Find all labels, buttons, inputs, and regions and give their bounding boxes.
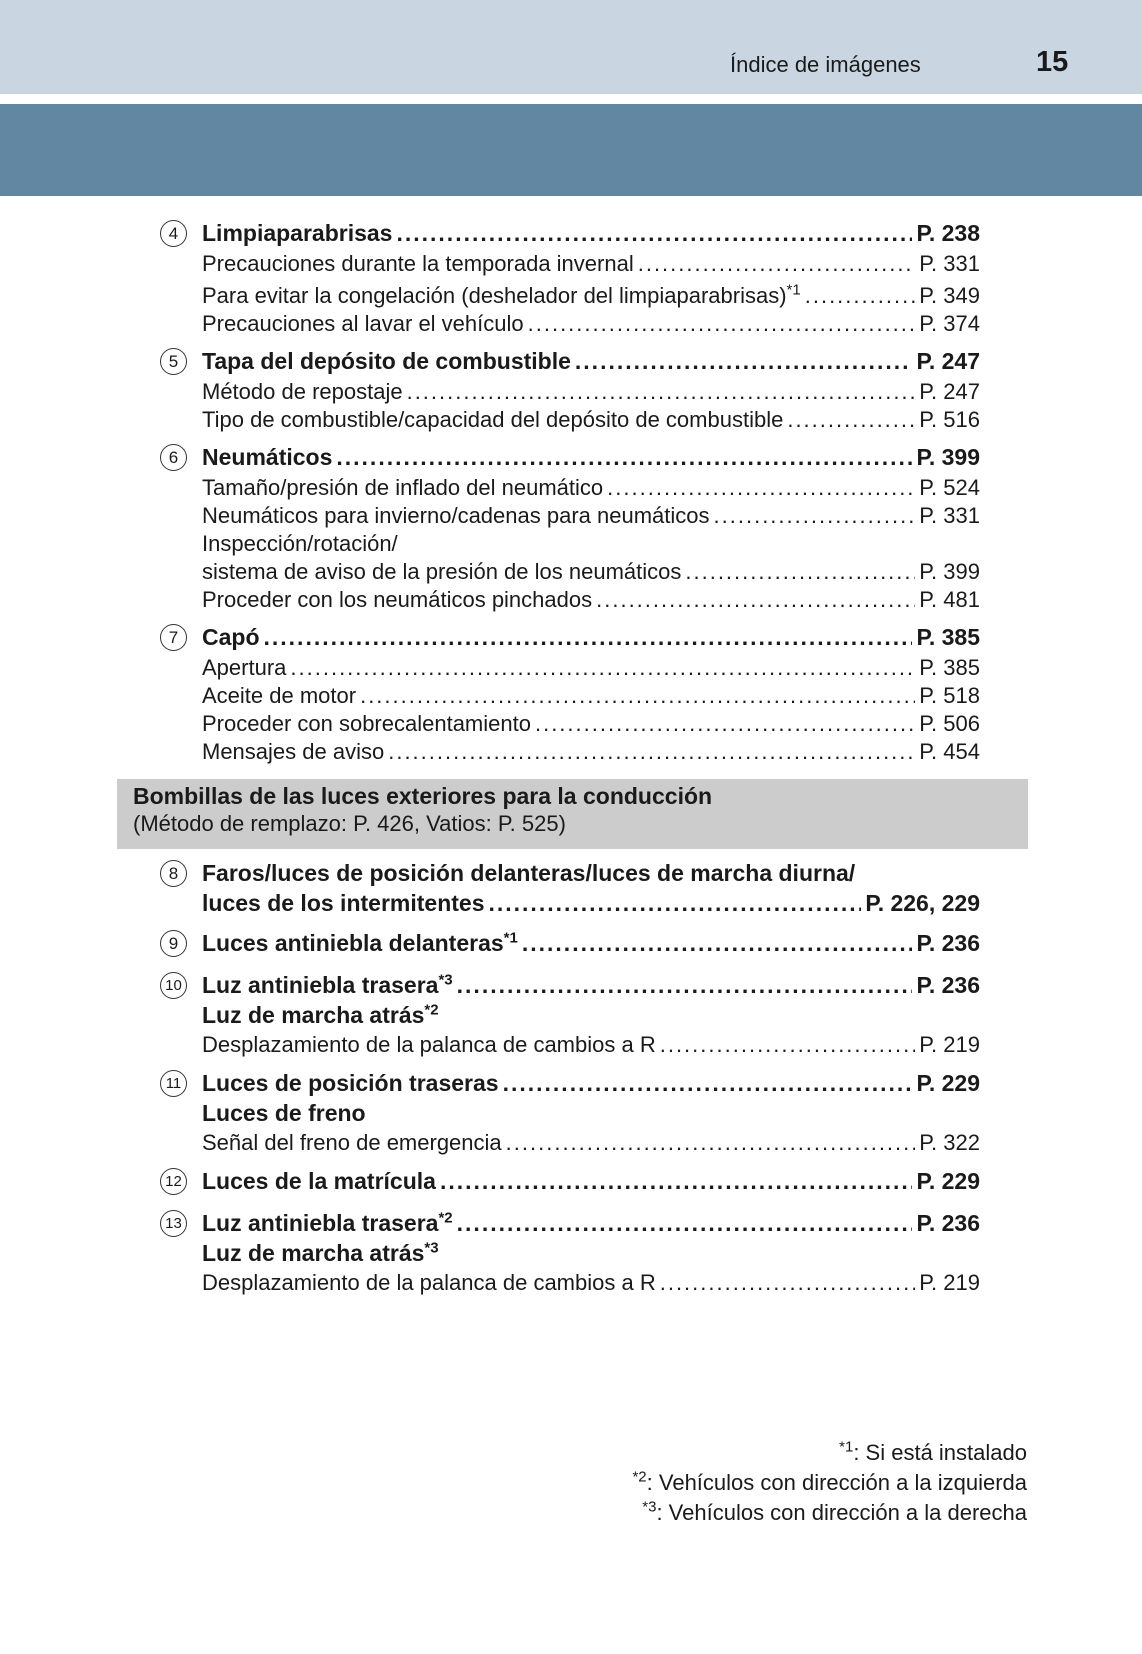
subentry-title: Desplazamiento de la palanca de cambios a R xyxy=(202,1270,656,1295)
toc-entry[interactable] xyxy=(202,440,980,474)
toc-group-10 xyxy=(165,970,980,1060)
toc-entry-line xyxy=(202,858,980,888)
subentry-title: Aceite de motor xyxy=(202,683,357,708)
entry-title: luces de los intermitentes xyxy=(202,890,485,916)
footnote-mark: *1 xyxy=(786,281,801,299)
entry-title: Tapa del depósito de combustible xyxy=(202,348,571,374)
footnote-text: : Si está instalado xyxy=(853,1440,1027,1465)
entry-page: P. 226, 229 xyxy=(865,890,980,916)
number-5-badge: 5 xyxy=(160,348,187,375)
subentry-page: P. 349 xyxy=(919,283,980,308)
entry-page: P. 399 xyxy=(916,444,980,470)
entry-page: P. 236 xyxy=(916,1210,980,1236)
toc-entry[interactable] xyxy=(202,620,980,654)
toc-subentry[interactable] xyxy=(202,502,980,530)
footnote-mark: *3 xyxy=(642,1498,657,1516)
toc-group-11 xyxy=(165,1068,980,1158)
toc-bottom xyxy=(165,858,980,1298)
toc-entry[interactable] xyxy=(202,1208,980,1238)
toc-subentry[interactable] xyxy=(202,1128,980,1158)
subentry-page: P. 518 xyxy=(919,683,980,708)
toc-subentry[interactable] xyxy=(202,738,980,766)
number-9-badge: 9 xyxy=(160,930,187,957)
leader-dots xyxy=(407,378,916,406)
blue-band xyxy=(0,104,1142,196)
toc-group-9 xyxy=(168,928,980,958)
toc-subentry[interactable] xyxy=(202,1030,980,1060)
subentry-page: P. 385 xyxy=(919,655,980,680)
subentry-title: Inspección/rotación/ xyxy=(202,531,398,556)
subentry-page: P. 331 xyxy=(919,251,980,276)
subentry-page: P. 247 xyxy=(919,379,980,404)
toc-entry-line xyxy=(202,1238,980,1268)
entry-title: Luces de freno xyxy=(202,1100,366,1126)
leader-dots xyxy=(638,250,916,278)
leader-dots xyxy=(660,1268,916,1298)
subentry-page: P. 516 xyxy=(919,407,980,432)
number-13-badge: 13 xyxy=(160,1210,187,1237)
toc-entry[interactable] xyxy=(202,888,980,918)
footnotes xyxy=(632,1438,1027,1528)
subentry-title: Tipo de combustible/capacidad del depósito de combustible xyxy=(202,407,784,432)
header-band xyxy=(0,0,1142,94)
toc-subentry[interactable] xyxy=(202,654,980,682)
leader-dots xyxy=(336,440,912,474)
entry-page: P. 385 xyxy=(916,624,980,650)
header-gap xyxy=(0,94,1142,104)
toc-subentry[interactable] xyxy=(202,310,980,338)
footnote-mark: *2 xyxy=(438,1209,453,1227)
toc-subentry[interactable] xyxy=(202,1268,980,1298)
number-10-badge: 10 xyxy=(160,972,187,999)
toc-group-5 xyxy=(168,344,980,434)
toc-group-4 xyxy=(168,216,980,338)
entry-title: Luces de posición traseras xyxy=(202,1070,499,1096)
leader-dots xyxy=(503,1068,913,1098)
entry-page: P. 236 xyxy=(916,930,980,956)
toc-group-12 xyxy=(165,1166,980,1196)
leader-dots xyxy=(596,586,915,614)
leader-dots xyxy=(388,738,915,766)
footnote-text: : Vehículos con dirección a la derecha xyxy=(656,1500,1027,1525)
entry-page: P. 236 xyxy=(916,972,980,998)
leader-dots xyxy=(714,502,916,530)
subentry-page: P. 219 xyxy=(919,1270,980,1295)
section-title: Índice de imágenes xyxy=(730,52,921,77)
entry-title: Capó xyxy=(202,624,260,650)
number-7-badge: 7 xyxy=(160,624,187,651)
footnote-text: : Vehículos con dirección a la izquierda xyxy=(646,1470,1027,1495)
toc-entry[interactable] xyxy=(202,1068,980,1098)
subentry-title: Señal del freno de emergencia xyxy=(202,1130,502,1155)
footnote-mark: *3 xyxy=(438,971,453,989)
number-11-badge: 11 xyxy=(160,1070,187,1097)
entry-title: Luces antiniebla delanteras xyxy=(202,930,504,956)
entry-page: P. 229 xyxy=(916,1070,980,1096)
leader-dots xyxy=(805,278,915,314)
entry-title: Luz de marcha atrás xyxy=(202,1240,425,1266)
footnote-3 xyxy=(632,1498,1027,1528)
number-6-badge: 6 xyxy=(160,444,187,471)
toc-subentry[interactable] xyxy=(202,558,980,586)
leader-dots xyxy=(685,558,915,586)
leader-dots xyxy=(264,620,913,654)
subentry-page: P. 524 xyxy=(919,475,980,500)
toc-entry-line xyxy=(202,1000,980,1030)
toc-group-6 xyxy=(168,440,980,614)
bulbs-section-box xyxy=(117,779,1028,849)
toc-entry[interactable] xyxy=(202,928,980,958)
footnote-1 xyxy=(632,1438,1027,1468)
leader-dots xyxy=(535,710,915,738)
subentry-page: P. 374 xyxy=(919,311,980,336)
subentry-title: Precauciones durante la temporada invernal xyxy=(202,251,634,276)
footnote-mark: *3 xyxy=(424,1239,439,1257)
toc-subentry[interactable] xyxy=(202,474,980,502)
subentry-title: Neumáticos para invierno/cadenas para neumáticos xyxy=(202,503,710,528)
number-8-badge: 8 xyxy=(160,860,187,887)
toc-subentry-continued xyxy=(202,530,980,558)
subentry-title: Tamaño/presión de inflado del neumático xyxy=(202,475,604,500)
leader-dots xyxy=(575,344,913,378)
toc-group-8 xyxy=(168,858,980,918)
number-12-badge: 12 xyxy=(160,1168,187,1195)
leader-dots xyxy=(360,682,915,710)
subentry-title: Proceder con los neumáticos pinchados xyxy=(202,587,593,612)
footnote-2 xyxy=(632,1468,1027,1498)
subentry-page: P. 219 xyxy=(919,1032,980,1057)
leader-dots xyxy=(457,1208,913,1238)
entry-page: P. 229 xyxy=(916,1168,980,1194)
bulbs-section-subtitle: (Método de remplazo: P. 426, Vatios: P. 525) xyxy=(133,811,566,836)
entry-title: Neumáticos xyxy=(202,444,333,470)
subentry-page: P. 399 xyxy=(919,559,980,584)
toc-entry[interactable] xyxy=(202,970,980,1000)
subentry-title: Para evitar la congelación (deshelador del limpiaparabrisas) xyxy=(202,283,787,308)
leader-dots xyxy=(506,1128,916,1158)
footnote-mark: *2 xyxy=(632,1468,647,1486)
subentry-page: P. 322 xyxy=(919,1130,980,1155)
leader-dots xyxy=(457,970,913,1000)
subentry-title: Método de repostaje xyxy=(202,379,403,404)
toc-entry-line xyxy=(202,1098,980,1128)
toc-group-13 xyxy=(165,1208,980,1298)
toc-subentry[interactable] xyxy=(202,682,980,710)
subentry-title: Proceder con sobrecalentamiento xyxy=(202,711,531,736)
bulbs-section-title: Bombillas de las luces exteriores para la conducción xyxy=(133,783,713,809)
subentry-page: P. 331 xyxy=(919,503,980,528)
toc-group-7 xyxy=(168,620,980,766)
toc-subentry[interactable] xyxy=(202,406,980,434)
leader-dots xyxy=(528,310,916,338)
leader-dots xyxy=(290,654,915,682)
leader-dots xyxy=(522,928,913,958)
leader-dots xyxy=(607,474,915,502)
toc-entry[interactable] xyxy=(202,216,980,250)
toc-entry[interactable] xyxy=(202,344,980,378)
leader-dots xyxy=(440,1166,913,1196)
toc-entry[interactable] xyxy=(202,1166,980,1196)
leader-dots xyxy=(488,888,861,918)
toc-subentry[interactable] xyxy=(202,710,980,738)
entry-title: Luz antiniebla trasera xyxy=(202,1210,439,1236)
subentry-page: P. 481 xyxy=(919,587,980,612)
entry-title: Limpiaparabrisas xyxy=(202,220,393,246)
subentry-title: Precauciones al lavar el vehículo xyxy=(202,311,524,336)
subentry-title: Desplazamiento de la palanca de cambios a R xyxy=(202,1032,656,1057)
footnote-mark: *1 xyxy=(503,929,518,947)
toc-subentry[interactable] xyxy=(202,586,980,614)
subentry-page: P. 454 xyxy=(919,739,980,764)
leader-dots xyxy=(787,406,915,434)
footnote-mark: *1 xyxy=(839,1438,854,1456)
leader-dots xyxy=(396,216,912,250)
subentry-page: P. 506 xyxy=(919,711,980,736)
leader-dots xyxy=(660,1030,916,1060)
entry-title: Faros/luces de posición delanteras/luces de marcha diurna/ xyxy=(202,860,856,886)
number-4-badge: 4 xyxy=(160,220,187,247)
toc-top xyxy=(168,216,980,766)
subentry-title: Apertura xyxy=(202,655,287,680)
footnote-mark: *2 xyxy=(424,1001,439,1019)
entry-page: P. 247 xyxy=(916,348,980,374)
entry-page: P. 238 xyxy=(916,220,980,246)
toc-subentry[interactable] xyxy=(202,378,980,406)
toc-subentry[interactable] xyxy=(202,278,980,310)
entry-title: Luces de la matrícula xyxy=(202,1168,436,1194)
page-number: 15 xyxy=(1036,46,1069,78)
entry-title: Luz antiniebla trasera xyxy=(202,972,439,998)
subentry-title: sistema de aviso de la presión de los neumáticos xyxy=(202,559,682,584)
subentry-title: Mensajes de aviso xyxy=(202,739,385,764)
toc-subentry[interactable] xyxy=(202,250,980,278)
entry-title: Luz de marcha atrás xyxy=(202,1002,425,1028)
